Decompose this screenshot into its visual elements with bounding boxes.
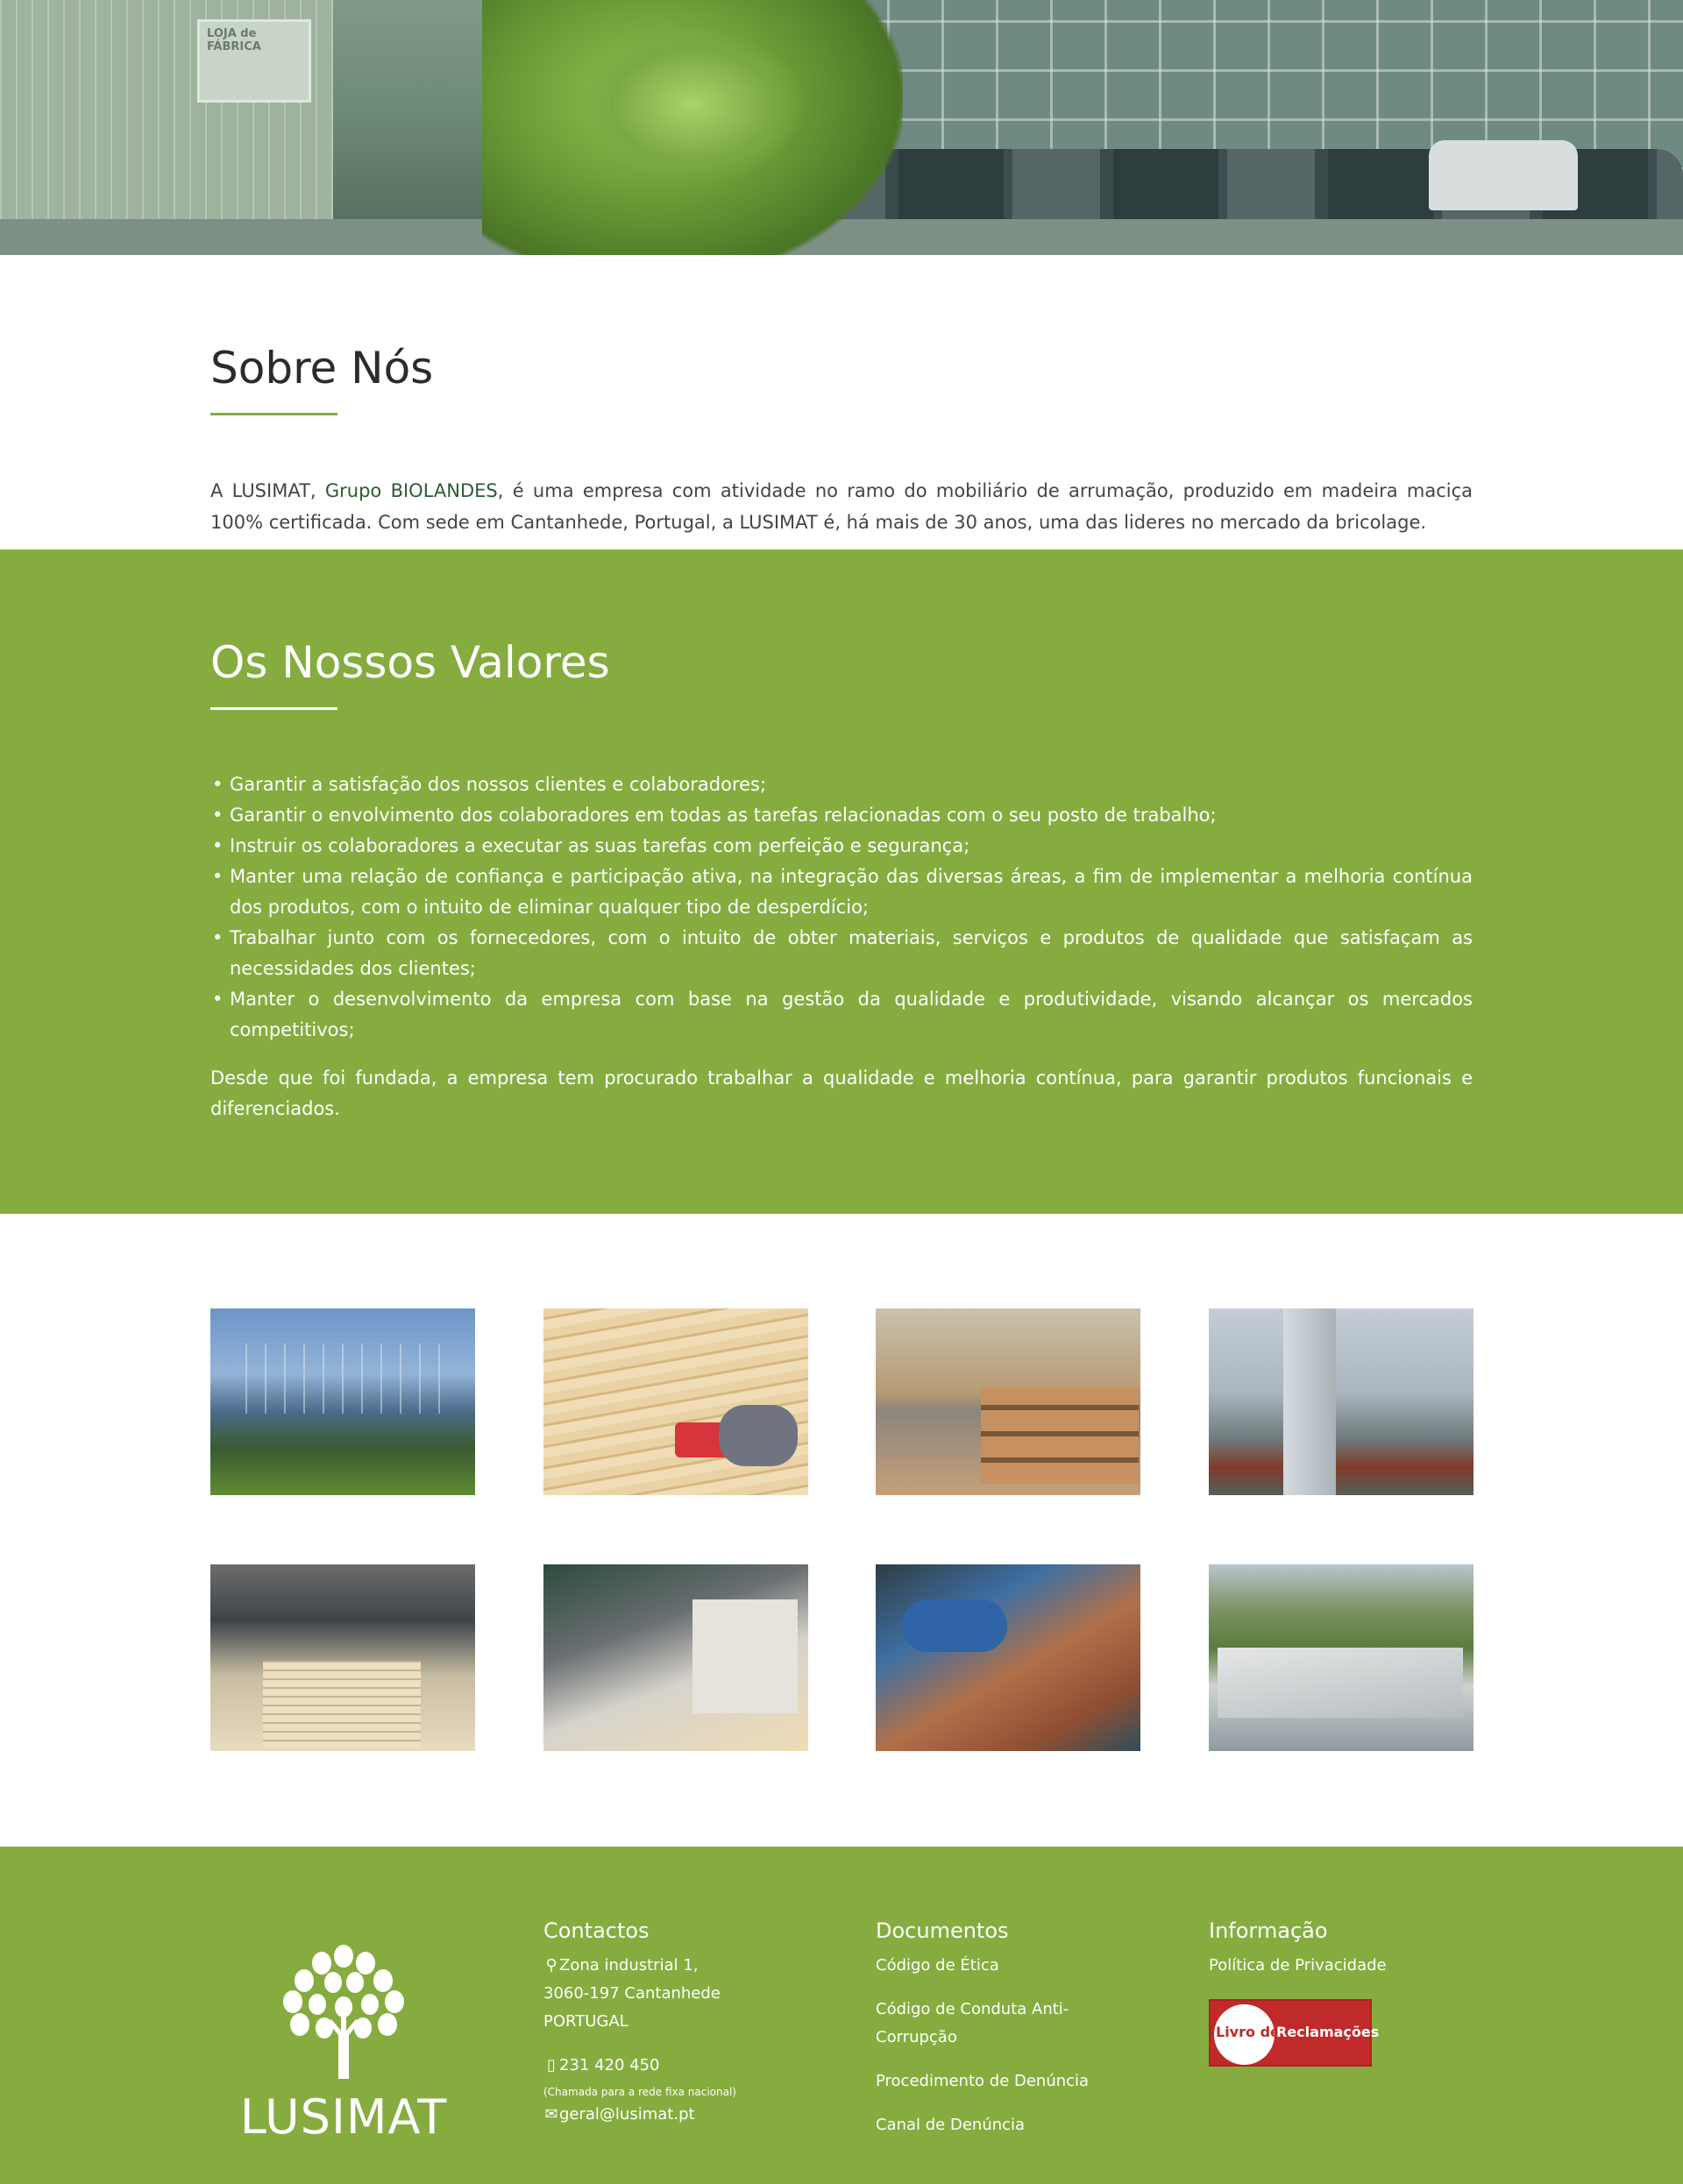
- email-address: geral@lusimat.pt: [559, 2105, 695, 2124]
- ethics-code-link[interactable]: Código de Ética: [876, 1956, 999, 1975]
- about-text: [210, 475, 1473, 538]
- biolandes-link[interactable]: Grupo BIOLANDES: [324, 480, 498, 501]
- values-list: [210, 769, 1473, 1046]
- list-item: • Garantir a satisfação dos nossos clientes e colaboradores;: [210, 769, 1473, 800]
- footer-documents: [876, 1918, 1139, 2139]
- tree-logo-icon: [230, 1939, 458, 2088]
- badge-text-left: Livro de: [1216, 2024, 1280, 2040]
- about-title-underline: [210, 413, 337, 415]
- list-item: • Instruir os colaboradores a executar as suas tarefas com perfeição e segurança;: [210, 831, 1473, 862]
- gallery-photo-machine[interactable]: [543, 1564, 808, 1751]
- address-line-2: 3060-197 Cantanhede: [543, 1984, 721, 2003]
- map-pin-icon: ⚲: [545, 1956, 557, 1975]
- list-item: • Manter o desenvolvimento da empresa com base na gestão da qualidade e produtividade, visando alcançar os mercados competitivos;: [210, 984, 1473, 1046]
- hero-banner: [0, 0, 1683, 255]
- about-title: Sobre Nós: [210, 343, 434, 394]
- about-section: [0, 255, 1683, 550]
- hero-plant-leaves: [579, 26, 806, 184]
- gallery-photo-drawer-assembly[interactable]: [876, 1308, 1140, 1495]
- anti-corruption-code-link[interactable]: Código de Conduta Anti-Corrupção: [876, 2000, 1069, 2046]
- gallery-photo-building[interactable]: [210, 1308, 475, 1495]
- logo-wordmark: LUSIMAT: [239, 2089, 448, 2145]
- phone-icon: ▯: [547, 2056, 556, 2074]
- documents-heading: Documentos: [876, 1918, 1009, 1943]
- photo-gallery: [0, 1214, 1683, 1847]
- contacts-heading: Contactos: [543, 1918, 650, 1943]
- hero-van: [1429, 140, 1578, 210]
- privacy-policy-link[interactable]: Política de Privacidade: [1209, 1956, 1387, 1975]
- footer-contacts: [543, 1918, 824, 2129]
- envelope-icon: ✉: [544, 2105, 558, 2124]
- hero-store-sign: [197, 19, 311, 103]
- complaints-book-badge[interactable]: [1209, 1999, 1380, 2067]
- about-text-start: A LUSIMAT,: [210, 480, 325, 501]
- report-procedure-link[interactable]: Procedimento de Denúncia: [876, 2072, 1090, 2090]
- lusimat-logo[interactable]: [230, 1939, 458, 2145]
- gallery-photo-sanding[interactable]: [876, 1564, 1140, 1751]
- values-title-underline: [210, 707, 337, 710]
- phone-number: 231 420 450: [559, 2056, 660, 2074]
- address-line-3: PORTUGAL: [543, 2012, 628, 2031]
- values-section: [0, 550, 1683, 1214]
- gallery-photo-warehouse[interactable]: [210, 1564, 475, 1751]
- gallery-photo-wood-planks[interactable]: [543, 1308, 808, 1495]
- report-channel-link[interactable]: Canal de Denúncia: [876, 2116, 1026, 2134]
- badge-text-right: Reclamações: [1276, 2024, 1380, 2040]
- hero-sign-text: LOJA de FÁBRICA: [207, 27, 261, 53]
- address-text-1: Zona industrial 1,: [559, 1956, 699, 1975]
- values-closing-text: Desde que foi fundada, a empresa tem procurado trabalhar a qualidade e melhoria contínua, para garantir produtos funcionais e diferenciados.: [210, 1067, 1473, 1119]
- about-text-end: , é uma empresa com atividade no ramo do mobiliário de arrumação, produzido em madeira maciça 100% certificada. Com sede em Cantanhede, Portugal, a LUSIMAT é, há mais de 30 anos, uma das lideres no mercado da bricolage.: [210, 480, 1474, 533]
- values-title: Os Nossos Valores: [210, 637, 610, 688]
- list-item: • Garantir o envolvimento dos colaboradores em todas as tarefas relacionadas com o seu posto de trabalho;: [210, 800, 1473, 831]
- list-item: • Manter uma relação de confiança e participação ativa, na integração das diversas áreas, a fim de implementar a melhoria contínua dos produtos, com o intuito de eliminar qualquer tipo de desperdício;: [210, 862, 1473, 923]
- gallery-photo-silo[interactable]: [1209, 1308, 1474, 1495]
- phone-note: (Chamada para a rede fixa nacional): [543, 2086, 736, 2098]
- email-line[interactable]: [543, 2101, 824, 2129]
- footer-information: [1209, 1918, 1489, 2067]
- information-heading: Informação: [1209, 1918, 1328, 1943]
- gallery-photo-aerial-factory[interactable]: [1209, 1564, 1474, 1751]
- address-line-1: [543, 1952, 824, 1980]
- site-footer: [0, 1847, 1683, 2184]
- phone-line[interactable]: [543, 2052, 824, 2080]
- list-item: • Trabalhar junto com os fornecedores, com o intuito de obter materiais, serviços e produtos de qualidade que satisfaçam as necessidades dos clientes;: [210, 923, 1473, 984]
